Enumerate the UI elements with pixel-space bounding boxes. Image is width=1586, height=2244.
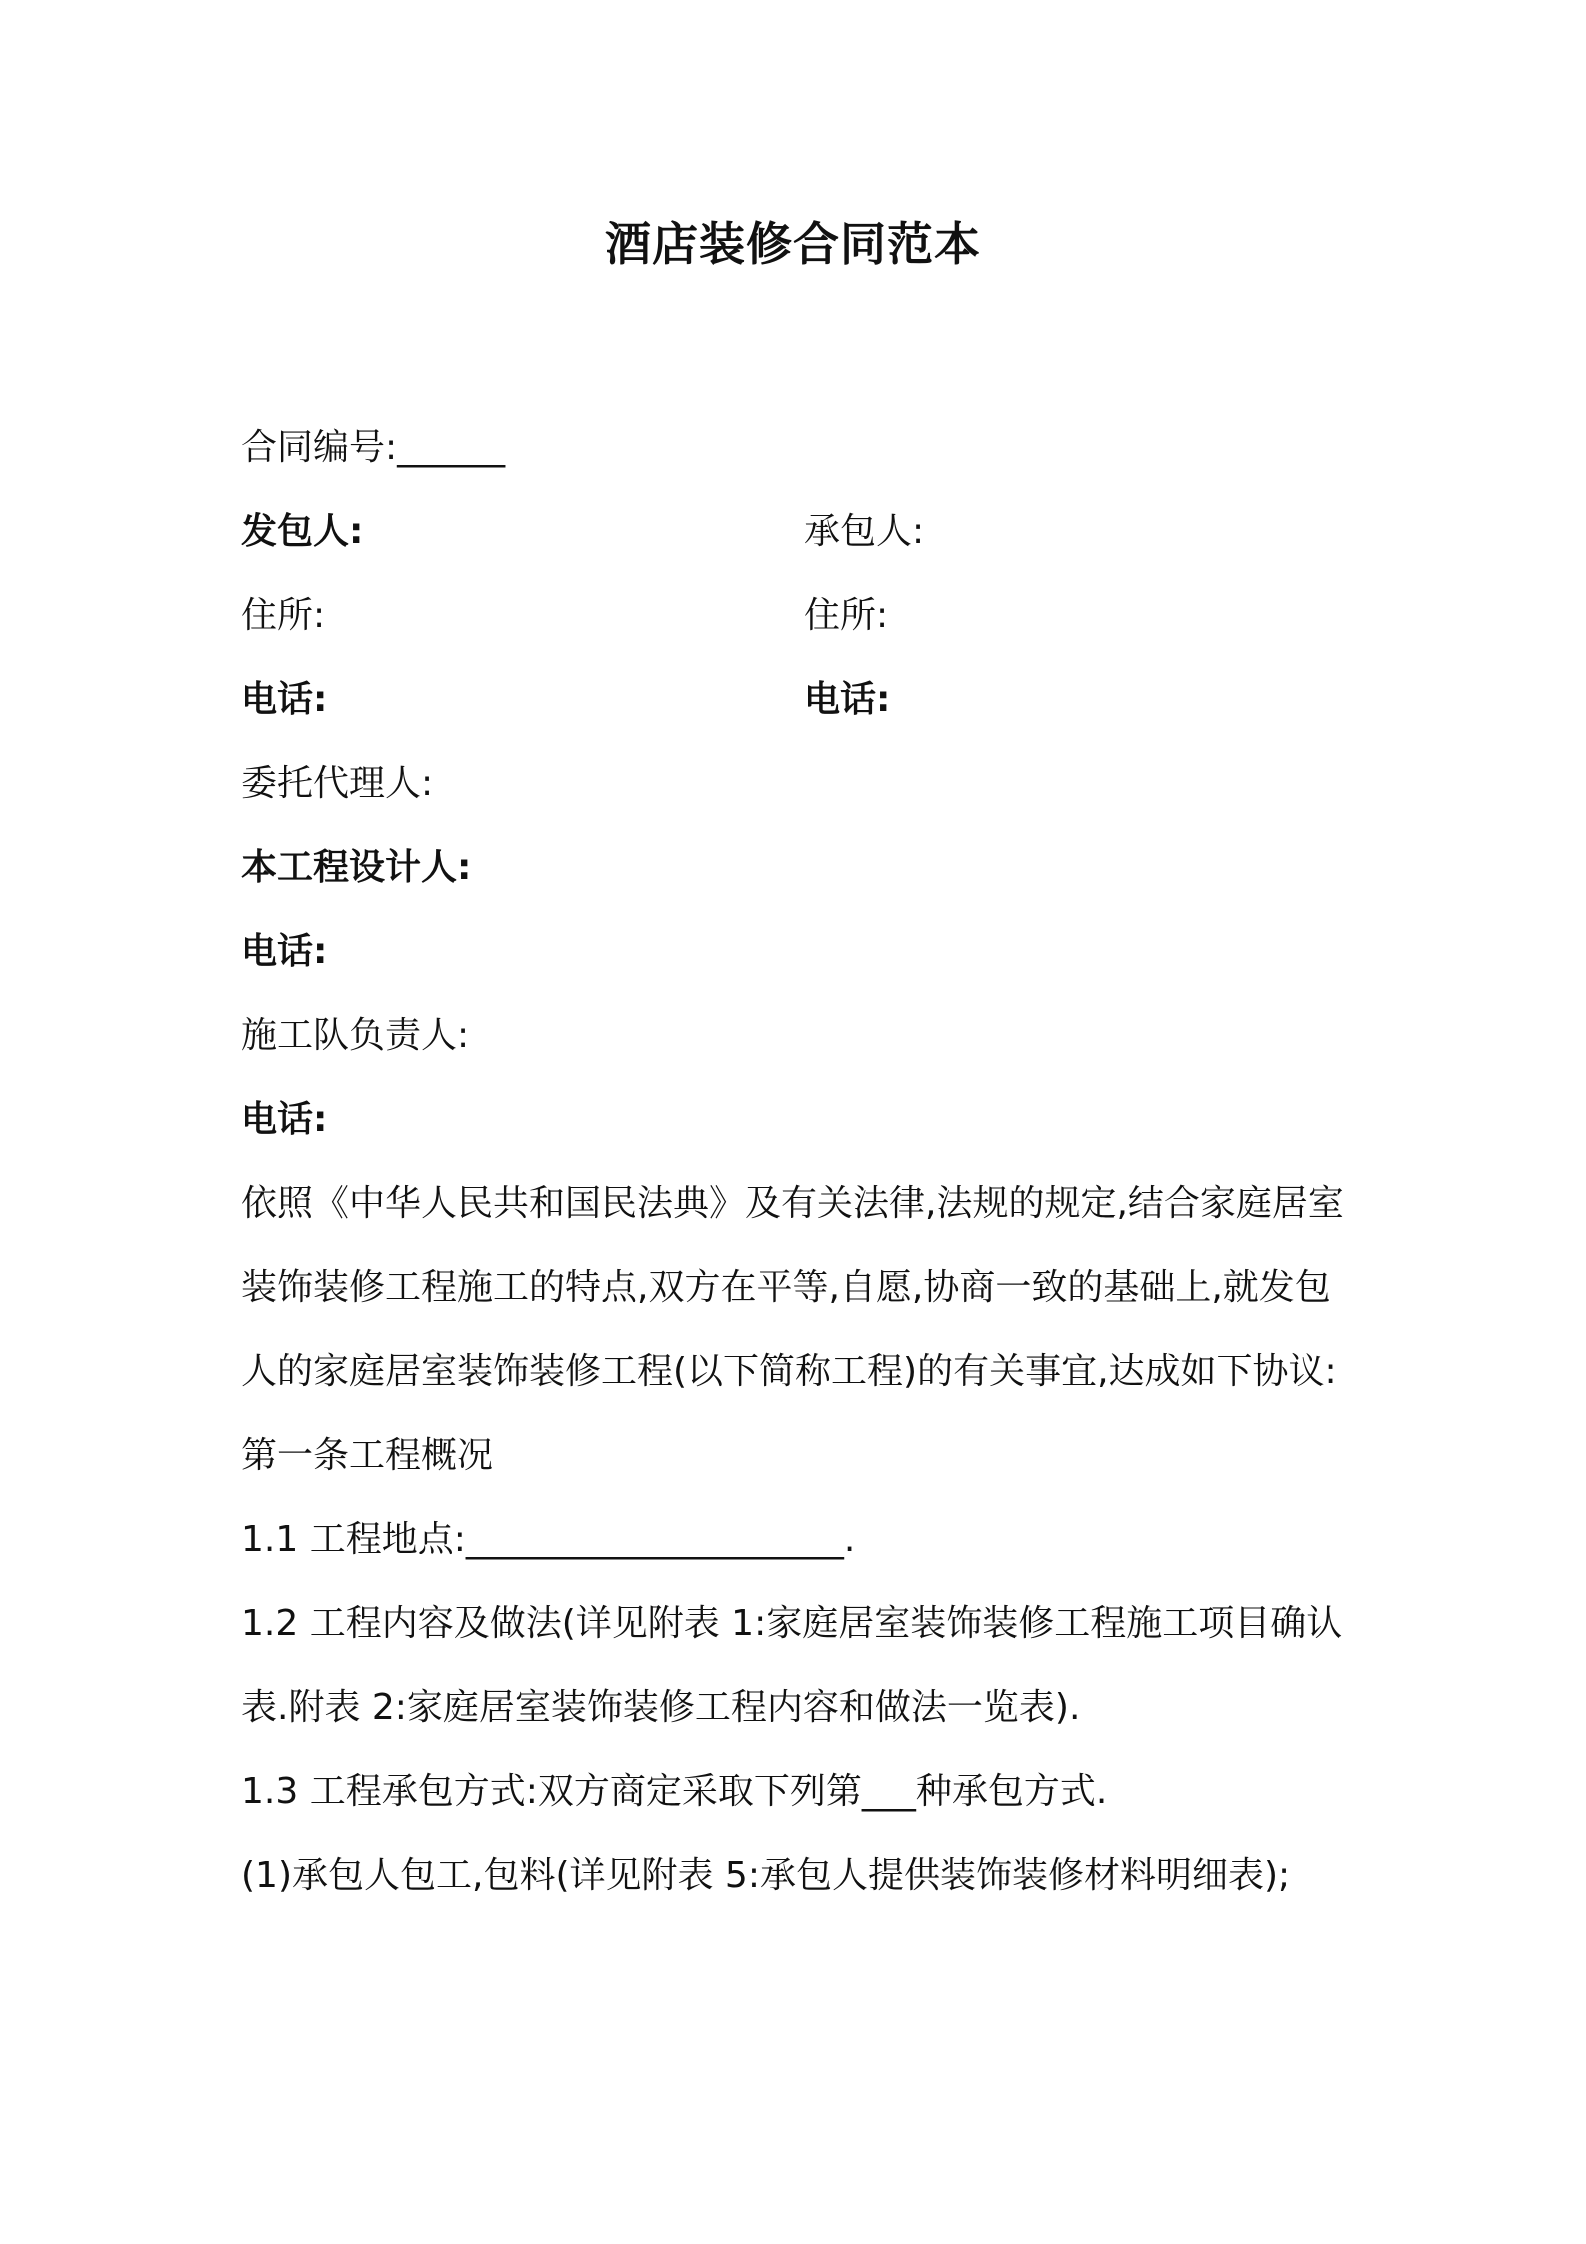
clause-1-3-option-1: (1)承包人包工,包料(详见附表 5:承包人提供装饰装修材料明细表); xyxy=(241,1855,1291,1896)
party-row-phone xyxy=(241,658,1351,742)
team-leader-field: 施工队负责人: xyxy=(241,1015,470,1056)
party-row-employer-contractor xyxy=(241,490,1351,574)
clause-1-3: 1.3 工程承包方式:双方商定采取下列第___种承包方式. xyxy=(241,1771,1108,1812)
team-leader-phone-field: 电话: xyxy=(241,1099,328,1140)
contractor-label: 承包人: xyxy=(804,511,925,552)
contractor-phone-label: 电话: xyxy=(804,679,891,720)
section-1-heading: 第一条工程概况 xyxy=(241,1435,494,1476)
party-row-address xyxy=(241,574,1351,658)
designer-phone-field: 电话: xyxy=(241,931,328,972)
contract-number-field: 合同编号:______ xyxy=(241,427,506,468)
agent-field: 委托代理人: xyxy=(241,763,434,804)
document-body xyxy=(241,406,1351,1918)
employer-phone-label: 电话: xyxy=(241,679,328,720)
contractor-address-label: 住所: xyxy=(804,595,889,636)
designer-field: 本工程设计人: xyxy=(241,847,472,888)
intro-paragraph: 依照《中华人民共和国民法典》及有关法律,法规的规定,结合家庭居室装饰装修工程施工的特点,双方在平等,自愿,协商一致的基础上,就发包人的家庭居室装饰装修工程(以下简称工程)的有关事宜,达成如下协议: xyxy=(241,1183,1344,1392)
clause-1-2: 1.2 工程内容及做法(详见附表 1:家庭居室装饰装修工程施工项目确认表.附表 2:家庭居室装饰装修工程内容和做法一览表). xyxy=(241,1603,1343,1728)
employer-address-label: 住所: xyxy=(241,595,326,636)
document-title: 酒店装修合同范本 xyxy=(605,217,981,271)
employer-label: 发包人: xyxy=(241,511,364,552)
clause-1-1: 1.1 工程地点:_____________________. xyxy=(241,1519,856,1560)
